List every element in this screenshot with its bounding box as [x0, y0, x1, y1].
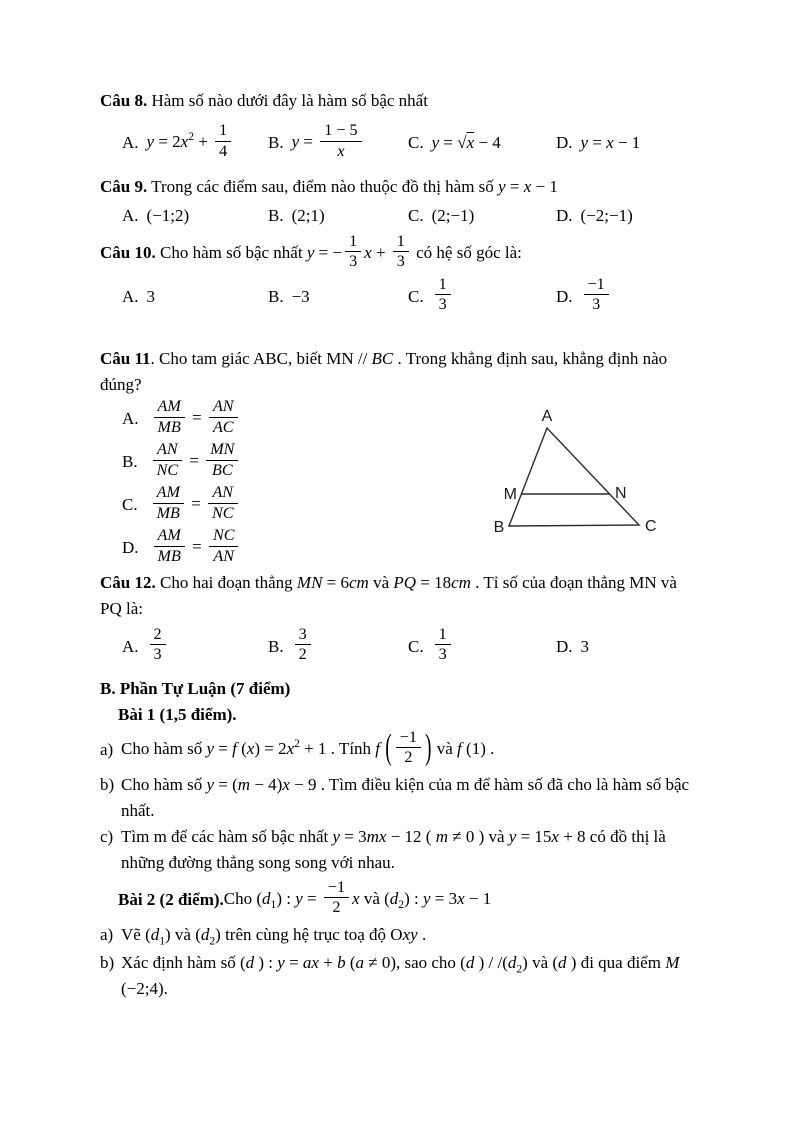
- option-key: A.: [122, 409, 139, 429]
- option-value: (−1;2): [146, 206, 190, 225]
- item-key: a): [100, 739, 114, 759]
- bai2-item-a: [100, 922, 700, 950]
- q10-option-b: [268, 284, 408, 310]
- bai1-item-b: [100, 772, 700, 824]
- triangle-diagram: [484, 406, 672, 544]
- q9-options: [100, 202, 700, 230]
- option-key: D.: [556, 133, 573, 152]
- section-b-heading: B. Phần Tự Luận (7 điểm): [100, 678, 291, 698]
- q11-option-c: [100, 484, 430, 527]
- q12-option-c: [408, 627, 556, 667]
- q11-option-b: [100, 441, 430, 484]
- q11-options: [100, 398, 430, 570]
- option-key: A.: [122, 286, 139, 306]
- q12-option-a: [122, 627, 268, 667]
- q8-text: Hàm số nào dưới đây là hàm số bậc nhất: [147, 91, 428, 110]
- bai2-item-b: [100, 950, 700, 1002]
- option-key: C.: [408, 286, 424, 306]
- q8-label: Câu 8.: [100, 91, 148, 110]
- option-key: D.: [556, 286, 573, 306]
- option-value: (−2;−1): [580, 206, 633, 225]
- option-key: C.: [408, 636, 424, 656]
- option-value: 3: [146, 286, 156, 306]
- vertex-label-c: C: [645, 517, 657, 535]
- q11-label: Câu 11: [100, 348, 151, 368]
- q11-text: . Cho tam giác ABC, biết MN // BC . Trong khẳng định sau, khẳng định nào đúng?: [100, 348, 668, 394]
- bai1-heading: Bài 1 (1,5 điểm).: [118, 704, 237, 724]
- item-text: Tìm m để các hàm số bậc nhất y = 3mx − 12 ( m ≠ 0 ) và y = 15x + 8 có đồ thị là những đường thẳng song song với nhau.: [121, 826, 666, 872]
- point-label-n: N: [615, 484, 627, 502]
- item-key: c): [100, 826, 114, 846]
- q12-option-d: [556, 634, 700, 660]
- bai1-item-c: [100, 824, 700, 876]
- option-key: A.: [122, 636, 139, 656]
- q9-text: Trong các điểm sau, điểm nào thuộc đồ thị hàm số y = x − 1: [147, 177, 558, 196]
- item-text: Vẽ $(d_1)$ và $(d_2)$ trên cùng hệ trục toạ độ Oxy .: [121, 924, 427, 948]
- q11-body: [100, 398, 700, 570]
- q10-options: [100, 274, 700, 320]
- option-value: $\frac{3}{2}$: [292, 627, 314, 667]
- bai2-label: Bài 2 (2 điểm).: [118, 889, 224, 909]
- q10-text: Cho hàm số bậc nhất y = − $\frac{1}{3}$ x + $\frac{1}{3}$ có hệ số góc là:: [155, 233, 522, 271]
- option-value: −3: [291, 286, 310, 306]
- q9-option-a: [122, 203, 268, 229]
- option-value: 3: [580, 636, 590, 656]
- item-key: b): [100, 952, 115, 972]
- item-key: b): [100, 774, 115, 794]
- bai1-item-a: [100, 728, 700, 772]
- item-key: a): [100, 924, 114, 944]
- q11-option-a: [100, 398, 430, 441]
- q10-option-a: [122, 284, 268, 310]
- q9-option-d: [556, 203, 700, 229]
- q8-option-a: [122, 123, 268, 163]
- vertex-label-b: B: [493, 518, 505, 536]
- option-value: (2;−1): [431, 206, 475, 225]
- option-value: $\frac{AN}{NC}$ = $\frac{MN}{BC}$: [150, 442, 242, 482]
- q10-heading: [100, 234, 700, 274]
- q9-option-c: [408, 203, 556, 229]
- q9-heading: [100, 174, 700, 200]
- option-key: C.: [122, 495, 138, 515]
- option-value: $\frac{AM}{MB}$ = $\frac{NC}{AN}$: [151, 528, 242, 568]
- q12-option-b: [268, 627, 408, 667]
- option-value: $\frac{2}{3}$: [147, 627, 169, 667]
- bai2-heading: [100, 878, 700, 922]
- option-value: $\frac{1}{3}$: [432, 627, 454, 667]
- q12-text: Cho hai đoạn thẳng MN = 6cm và PQ = 18cm . Tỉ số của đoạn thẳng MN và PQ là:: [100, 572, 677, 618]
- option-key: B.: [268, 286, 284, 306]
- point-label-m: M: [503, 485, 517, 503]
- vertex-label-a: A: [541, 407, 553, 425]
- option-value: y = x − 1: [580, 133, 641, 152]
- q8-options: [100, 120, 700, 166]
- q10-label: Câu 10.: [100, 242, 156, 262]
- q9-label: Câu 9.: [100, 177, 148, 196]
- q9-option-b: [268, 203, 408, 229]
- option-key: C.: [408, 133, 424, 152]
- item-text: Xác định hàm số (d ) : y = ax + b (a ≠ 0), sao cho (d ) / $/(d_2)$ và (d ) đi qua điểm M (−2;4).: [121, 952, 680, 998]
- item-text: Cho hàm số y = (m − 4)x − 9 . Tìm điều kiện của m để hàm số đã cho là hàm số bậc nhất.: [121, 774, 690, 820]
- option-value: y = $\frac{1 - 5}{x}$: [292, 123, 365, 163]
- option-value: $\frac{AM}{MB}$ = $\frac{AN}{NC}$: [150, 485, 241, 525]
- option-key: C.: [408, 206, 424, 225]
- option-key: D.: [122, 538, 139, 558]
- triangle-outline: [509, 428, 639, 526]
- q8-option-d: [556, 130, 700, 156]
- q11-option-d: [100, 527, 430, 570]
- option-key: B.: [268, 133, 284, 152]
- option-key: B.: [268, 636, 284, 656]
- option-key: D.: [556, 636, 573, 656]
- option-value: y = √x − 4: [431, 133, 501, 152]
- option-value: $\frac{1}{3}$: [432, 277, 454, 317]
- option-key: B.: [122, 452, 138, 472]
- q12-heading: [100, 570, 700, 622]
- q10-option-d: [556, 277, 700, 317]
- q11-heading: [100, 346, 700, 398]
- item-text: Cho hàm số y = f $(x) = 2x^2 + 1$ . Tính f ( $\frac{-1}{2}$ ) và f (1) .: [121, 728, 495, 768]
- q8-option-b: [268, 123, 408, 163]
- bai2-heading-text: Cho $(d_1)$ : y = $\frac{-1}{2}$ x và $(d_2)$ : y = 3x − 1: [223, 878, 492, 917]
- option-key: A.: [122, 206, 139, 225]
- option-value: (2;1): [291, 206, 325, 225]
- option-value: $y = 2x^2$ + $\frac{1}{4}$: [147, 123, 235, 163]
- q8-option-c: [408, 130, 556, 156]
- q8-heading: [100, 88, 700, 114]
- option-key: D.: [556, 206, 573, 225]
- option-key: B.: [268, 206, 284, 225]
- q12-options: [100, 624, 700, 670]
- q12-label: Câu 12.: [100, 572, 156, 592]
- q10-option-c: [408, 277, 556, 317]
- option-value: $\frac{AM}{MB}$ = $\frac{AN}{AC}$: [151, 399, 241, 439]
- option-key: A.: [122, 133, 139, 152]
- option-value: $\frac{-1}{3}$: [581, 277, 612, 317]
